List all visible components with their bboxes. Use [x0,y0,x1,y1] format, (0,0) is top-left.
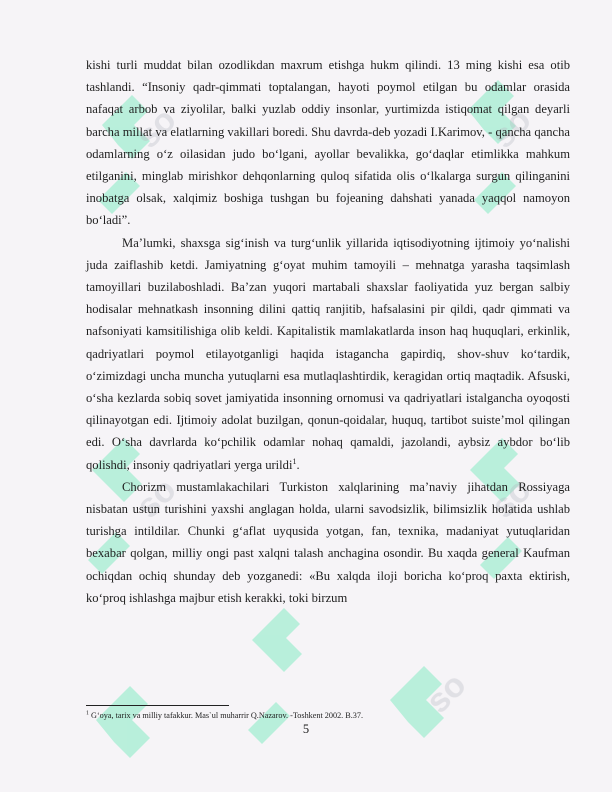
svg-text:so: so [128,470,184,526]
body-text [86,54,570,609]
paragraph-2-text: Ma’lumki, shaxsga sig‘inish va turg‘unlik yillarida iqtisodiyotning ijtimoiy yo‘nalishi juda zaiflashib ketdi. Jamiyatning g‘oyat muhim tamoyili – mehnatga yarasha taqsimlash tamoyillari buzilaboshladi. Ba’zan yuqori martabali shaxslar faoliyatida yuz bergan salbiy hodisalar mehnatkash insonning dilini qattiq ranjitib, hafsalasini pir qildi, qadr qimmati va nafsoniyati kamsitilishiga olib keldi. Kapitalistik mamlakatlarda inson haq huquqlari, erkinlik, qadriyatlari poymol etilayotganligi haqida istagancha gapirdiq, shov-shuv ko‘tardik, o‘zimizdagi uncha muncha yutuqlarni esa mutlaqlashtirdik, keragidan ortiq maqtadik. Afsuski, o‘sha kezlarda sobiq sovet jamiyatida insonning ornomusi va qadriyatlari istalgancha oyoqosti qilinayotgan edi. Ijtimoiy adolat buzilgan, qonun-qoidalar, huquq, tartibot suiste’mol qilingan edi. O‘sha davrlarda ko‘pchilik odamlar nohaq qamaldi, jazolandi, aybsiz aybdor bo‘lib qolishdi, insoniy qadriyatlari yerga urildi [86,235,570,472]
footnote [86,711,570,721]
svg-text:so: so [483,100,539,156]
paragraph-1: kishi turli muddat bilan ozodlikdan maxrum etishga hukm qilindi. 13 ming kishi esa otib tashlandi. “Insoniy qadr-qimmati toptalangan, hayoti poymol etilgan bu odamlar orasida nafaqat arbob va ziyolilar, balki yuzlab oddiy insonlar, yurtimizda istiqomat qilgan deyarli barcha millat va elatlarning vakillari boredi. Shu davrda-deb yozadi I.Karimov, - qancha qancha odamlarning o‘z oilasidan judo bo‘lgani, ayollar bevalikka, go‘daqlar etimlikka mahkum etilganini, minglab mirishkor dehqonlarning quloq sifatida olis o‘lkalarga surgun qilinganini inobatga olsak, xalqimiz boshiga tushgan bu fojeaning dahshati yanada yaqqol namoyon bo‘ladi”. [86,58,570,228]
svg-text:so: so [483,470,539,526]
paragraph-2-end: . [296,457,300,472]
footnote-text: G‘oya, tarix va milliy tafakkur. Mas`ul muharrir Q.Nazarov. -Toshkent 2002. B.37. [89,711,364,720]
svg-text:so: so [418,665,474,721]
paragraph-2 [86,232,570,476]
footnote-divider [86,705,229,706]
footnote-mark: 1 [86,710,89,717]
svg-text:so: so [128,100,184,156]
footnote-reference[interactable]: 1 [292,456,297,466]
page-number: 5 [302,722,310,736]
paragraph-3: Chorizm mustamlakachilari Turkiston xalqlarining ma’naviy jihatdan Rossiyaga nisbatan ustun turishini yaxshi anglagan holda, ularni savodsizlik, bilimsizlik holatida ushlab turishga intildilar. Chunki g‘aflat uyqusida yotgan, fan, texnika, madaniyat yutuqlaridan bexabar qolgan, milliy ongi past xalqni talash anchagina osondir. Bu xaqda general Kaufman ochiqdan ochiq shunday deb yozganedi: «Bu xalqda iloji boricha ko‘proq paxta ektirish, ko‘proq ishlashga majbur etish kerakki, toki birzum [86,479,570,605]
